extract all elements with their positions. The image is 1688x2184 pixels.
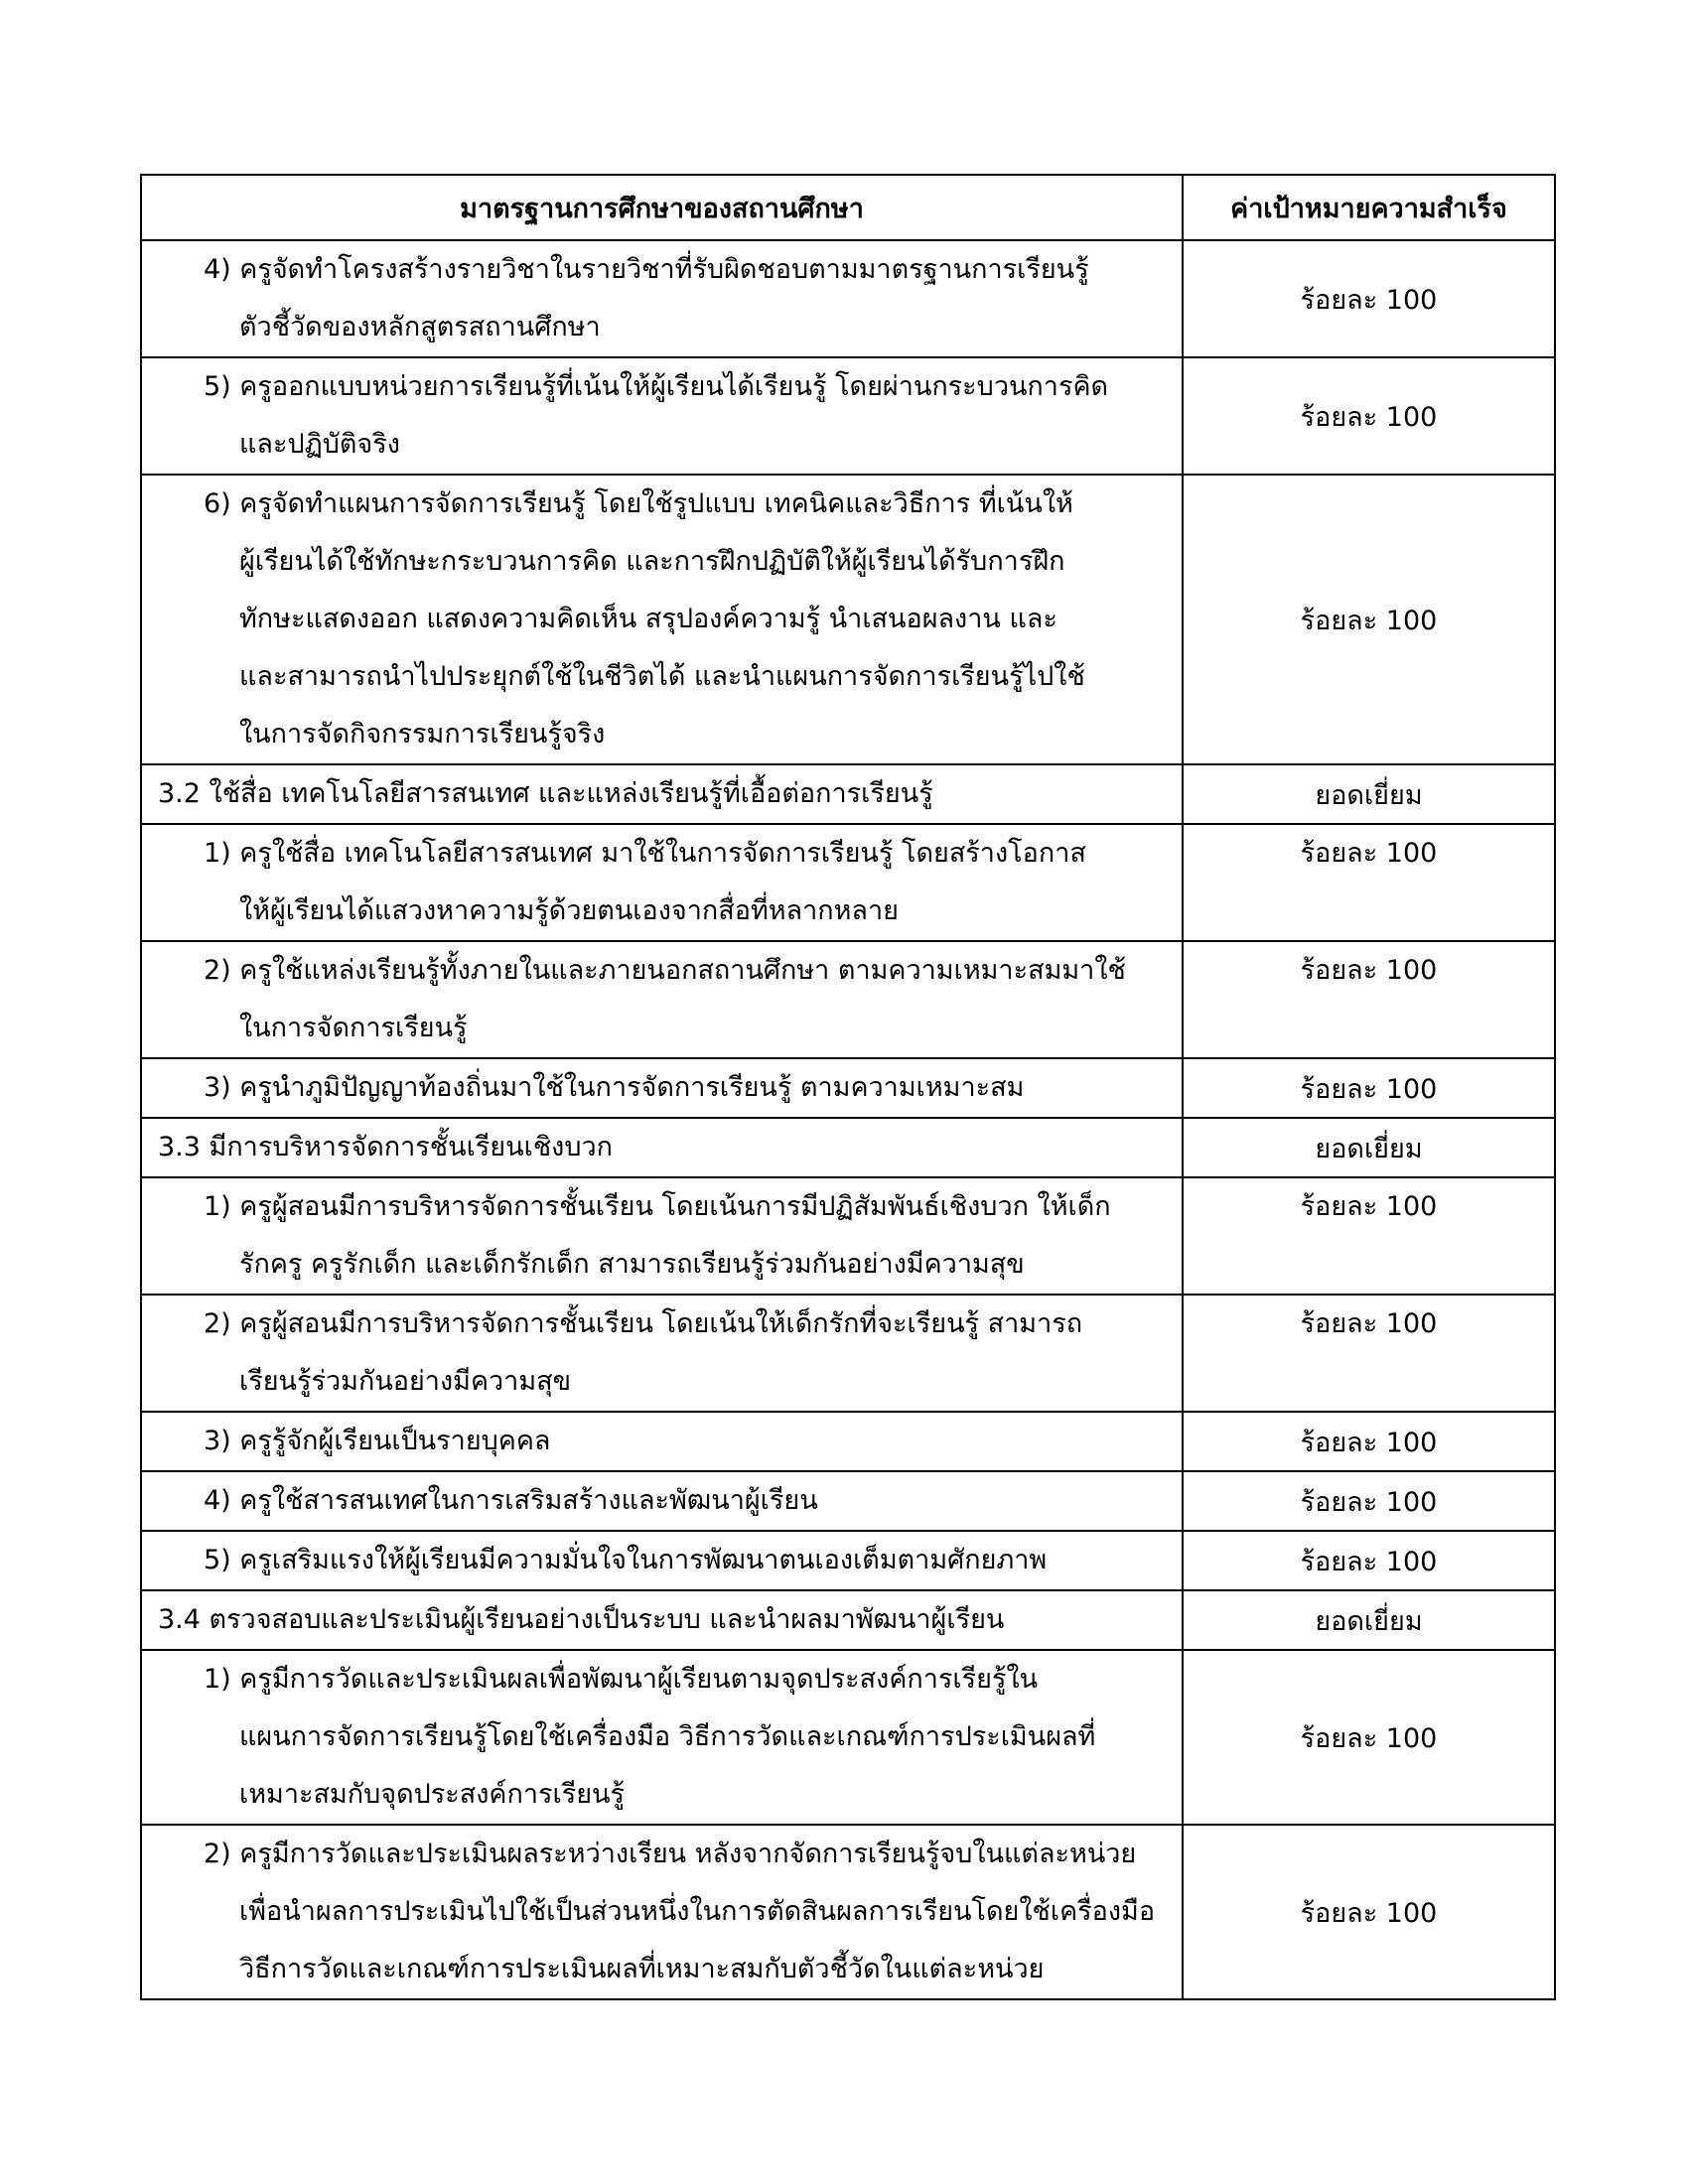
criteria-line: 3) ครูนำภูมิปัญญาท้องถิ่นมาใช้ในการจัดการเรียนรู้ ตามความเหมาะสม: [204, 1072, 1025, 1103]
criteria-line: ตัวชี้วัดของหลักสูตรสถานศึกษา: [239, 312, 601, 342]
table-row: [141, 1118, 1555, 1177]
criteria-line: 2) ครูมีการวัดและประเมินผลระหว่างเรียน หลังจากจัดการเรียนรู้จบในแต่ละหน่วย: [204, 1839, 1137, 1869]
target-value: ร้อยละ 100: [1300, 1722, 1438, 1754]
target-value: ยอดเยี่ยม: [1315, 779, 1423, 811]
criteria-line: วิธีการวัดและเกณฑ์การประเมินผลที่เหมาะสมกับตัวชี้วัดในแต่ละหน่วย: [239, 1954, 1045, 1984]
criteria-line: ในการจัดการเรียนรู้: [239, 1013, 468, 1043]
table-row: [141, 824, 1555, 941]
table-row: [141, 1412, 1555, 1471]
standards-table: [140, 174, 1556, 2000]
section-heading-cell: [141, 1118, 1183, 1177]
criteria-line: ในการจัดกิจกรรมการเรียนรู้จริง: [239, 719, 606, 750]
criteria-line: และสามารถนำไปประยุกต์ใช้ในชีวิตได้ และนำแผนการจัดการเรียนรู้ไปใช้: [239, 661, 1085, 692]
target-cell: [1183, 824, 1555, 941]
target-value: ร้อยละ 100: [1300, 284, 1438, 316]
header-criteria: มาตรฐานการศึกษาของสถานศึกษา: [141, 175, 1183, 240]
target-cell: [1183, 475, 1555, 764]
criteria-item-cell: [141, 1412, 1183, 1471]
target-cell: [1183, 1531, 1555, 1590]
table-body: [141, 240, 1555, 1999]
target-cell: [1183, 1590, 1555, 1650]
criteria-line: 1) ครูมีการวัดและประเมินผลเพื่อพัฒนาผู้เรียนตามจุดประสงค์การเรียรู้ใน: [204, 1664, 1039, 1695]
criteria-item-cell: [141, 475, 1183, 764]
target-value: ยอดเยี่ยม: [1315, 1133, 1423, 1164]
table-header-row: [141, 175, 1555, 240]
criteria-item-cell: [141, 1531, 1183, 1590]
target-cell: [1183, 357, 1555, 475]
target-value: ร้อยละ 100: [1300, 605, 1438, 636]
table-row: [141, 357, 1555, 475]
criteria-line: 3.4 ตรวจสอบและประเมินผู้เรียนอย่างเป็นระบบ และนำผลมาพัฒนาผู้เรียน: [158, 1604, 1005, 1635]
target-cell: [1183, 1825, 1555, 1999]
table-row: [141, 1177, 1555, 1295]
table-row: [141, 475, 1555, 764]
target-cell: [1183, 1412, 1555, 1471]
criteria-line: 1) ครูใช้สื่อ เทคโนโลยีสารสนเทศ มาใช้ในการจัดการเรียนรู้ โดยสร้างโอกาส: [204, 838, 1086, 869]
target-value: ร้อยละ 100: [1300, 1073, 1438, 1105]
criteria-line: 5) ครูออกแบบหน่วยการเรียนรู้ที่เน้นให้ผู้เรียนได้เรียนรู้ โดยผ่านกระบวนการคิด: [204, 371, 1109, 402]
table-row: [141, 1590, 1555, 1650]
target-value: ร้อยละ 100: [1300, 1308, 1438, 1339]
criteria-line: 6) ครูจัดทำแผนการจัดการเรียนรู้ โดยใช้รูปแบบ เทคนิคและวิธีการ ที่เน้นให้: [204, 488, 1073, 519]
criteria-line: 5) ครูเสริมแรงให้ผู้เรียนมีความมั่นใจในการพัฒนาตนเองเต็มตามศักยภาพ: [204, 1545, 1048, 1575]
criteria-line: 3.3 มีการบริหารจัดการชั้นเรียนเชิงบวก: [158, 1132, 613, 1162]
section-heading-cell: [141, 764, 1183, 824]
criteria-line: 2) ครูผู้สอนมีการบริหารจัดการชั้นเรียน โดยเน้นให้เด็กรักที่จะเรียนรู้ สามารถ: [204, 1308, 1083, 1339]
criteria-line: 3.2 ใช้สื่อ เทคโนโลยีสารสนเทศ และแหล่งเรียนรู้ที่เอื้อต่อการเรียนรู้: [158, 778, 933, 809]
criteria-line: 4) ครูใช้สารสนเทศในการเสริมสร้างและพัฒนาผู้เรียน: [204, 1485, 818, 1516]
target-cell: [1183, 1471, 1555, 1531]
table-row: [141, 1471, 1555, 1531]
table-row: [141, 1825, 1555, 1999]
criteria-item-cell: [141, 1825, 1183, 1999]
target-value: ร้อยละ 100: [1300, 401, 1438, 433]
criteria-line: 3) ครูรู้จักผู้เรียนเป็นรายบุคคล: [204, 1426, 551, 1456]
criteria-item-cell: [141, 941, 1183, 1058]
target-value: ร้อยละ 100: [1300, 1897, 1438, 1929]
criteria-line: รักครู ครูรักเด็ก และเด็กรักเด็ก สามารถเรียนรู้ร่วมกันอย่างมีความสุข: [239, 1249, 1025, 1280]
criteria-item-cell: [141, 240, 1183, 357]
table-row: [141, 764, 1555, 824]
target-cell: [1183, 941, 1555, 1058]
target-value: ร้อยละ 100: [1300, 1427, 1438, 1458]
criteria-line: เหมาะสมกับจุดประสงค์การเรียนรู้: [239, 1779, 625, 1810]
criteria-line: ผู้เรียนได้ใช้ทักษะกระบวนการคิด และการฝึกปฏิบัติให้ผู้เรียนได้รับการฝึก: [239, 546, 1065, 577]
criteria-item-cell: [141, 357, 1183, 475]
target-value: ร้อยละ 100: [1300, 838, 1438, 869]
target-value: ยอดเยี่ยม: [1315, 1605, 1423, 1637]
target-value: ร้อยละ 100: [1300, 1191, 1438, 1222]
criteria-item-cell: [141, 1295, 1183, 1412]
criteria-line: ทักษะแสดงออก แสดงความคิดเห็น สรุปองค์ความรู้ นำเสนอผลงาน และ: [239, 604, 1057, 634]
criteria-item-cell: [141, 1058, 1183, 1118]
target-cell: [1183, 240, 1555, 357]
criteria-line: เรียนรู้ร่วมกันอย่างมีความสุข: [239, 1366, 572, 1397]
section-heading-cell: [141, 1590, 1183, 1650]
criteria-line: และปฏิบัติจริง: [239, 429, 400, 460]
target-value: ร้อยละ 100: [1300, 955, 1438, 986]
target-cell: [1183, 764, 1555, 824]
criteria-item-cell: [141, 1177, 1183, 1295]
criteria-line: 1) ครูผู้สอนมีการบริหารจัดการชั้นเรียน โดยเน้นการมีปฏิสัมพันธ์เชิงบวก ให้เด็ก: [204, 1191, 1111, 1222]
target-cell: [1183, 1295, 1555, 1412]
criteria-line: ให้ผู้เรียนได้แสวงหาความรู้ด้วยตนเองจากสื่อที่หลากหลาย: [239, 895, 899, 926]
criteria-item-cell: [141, 1471, 1183, 1531]
criteria-line: เพื่อนำผลการประเมินไปใช้เป็นส่วนหนึ่งในการตัดสินผลการเรียนโดยใช้เครื่องมือ: [239, 1896, 1156, 1927]
target-value: ร้อยละ 100: [1300, 1486, 1438, 1518]
criteria-item-cell: [141, 824, 1183, 941]
table-row: [141, 240, 1555, 357]
criteria-line: 4) ครูจัดทำโครงสร้างรายวิชาในรายวิชาที่รับผิดชอบตามมาตรฐานการเรียนรู้: [204, 254, 1089, 285]
target-cell: [1183, 1118, 1555, 1177]
criteria-line: แผนการจัดการเรียนรู้โดยใช้เครื่องมือ วิธีการวัดและเกณฑ์การประเมินผลที่: [239, 1721, 1096, 1752]
table-row: [141, 1295, 1555, 1412]
table-row: [141, 1650, 1555, 1825]
table-row: [141, 1531, 1555, 1590]
target-cell: [1183, 1650, 1555, 1825]
criteria-item-cell: [141, 1650, 1183, 1825]
table-row: [141, 1058, 1555, 1118]
target-cell: [1183, 1058, 1555, 1118]
table-row: [141, 941, 1555, 1058]
target-cell: [1183, 1177, 1555, 1295]
criteria-line: 2) ครูใช้แหล่งเรียนรู้ทั้งภายในและภายนอกสถานศึกษา ตามความเหมาะสมมาใช้: [204, 955, 1126, 986]
header-target: ค่าเป้าหมายความสำเร็จ: [1183, 175, 1555, 240]
target-value: ร้อยละ 100: [1300, 1546, 1438, 1577]
